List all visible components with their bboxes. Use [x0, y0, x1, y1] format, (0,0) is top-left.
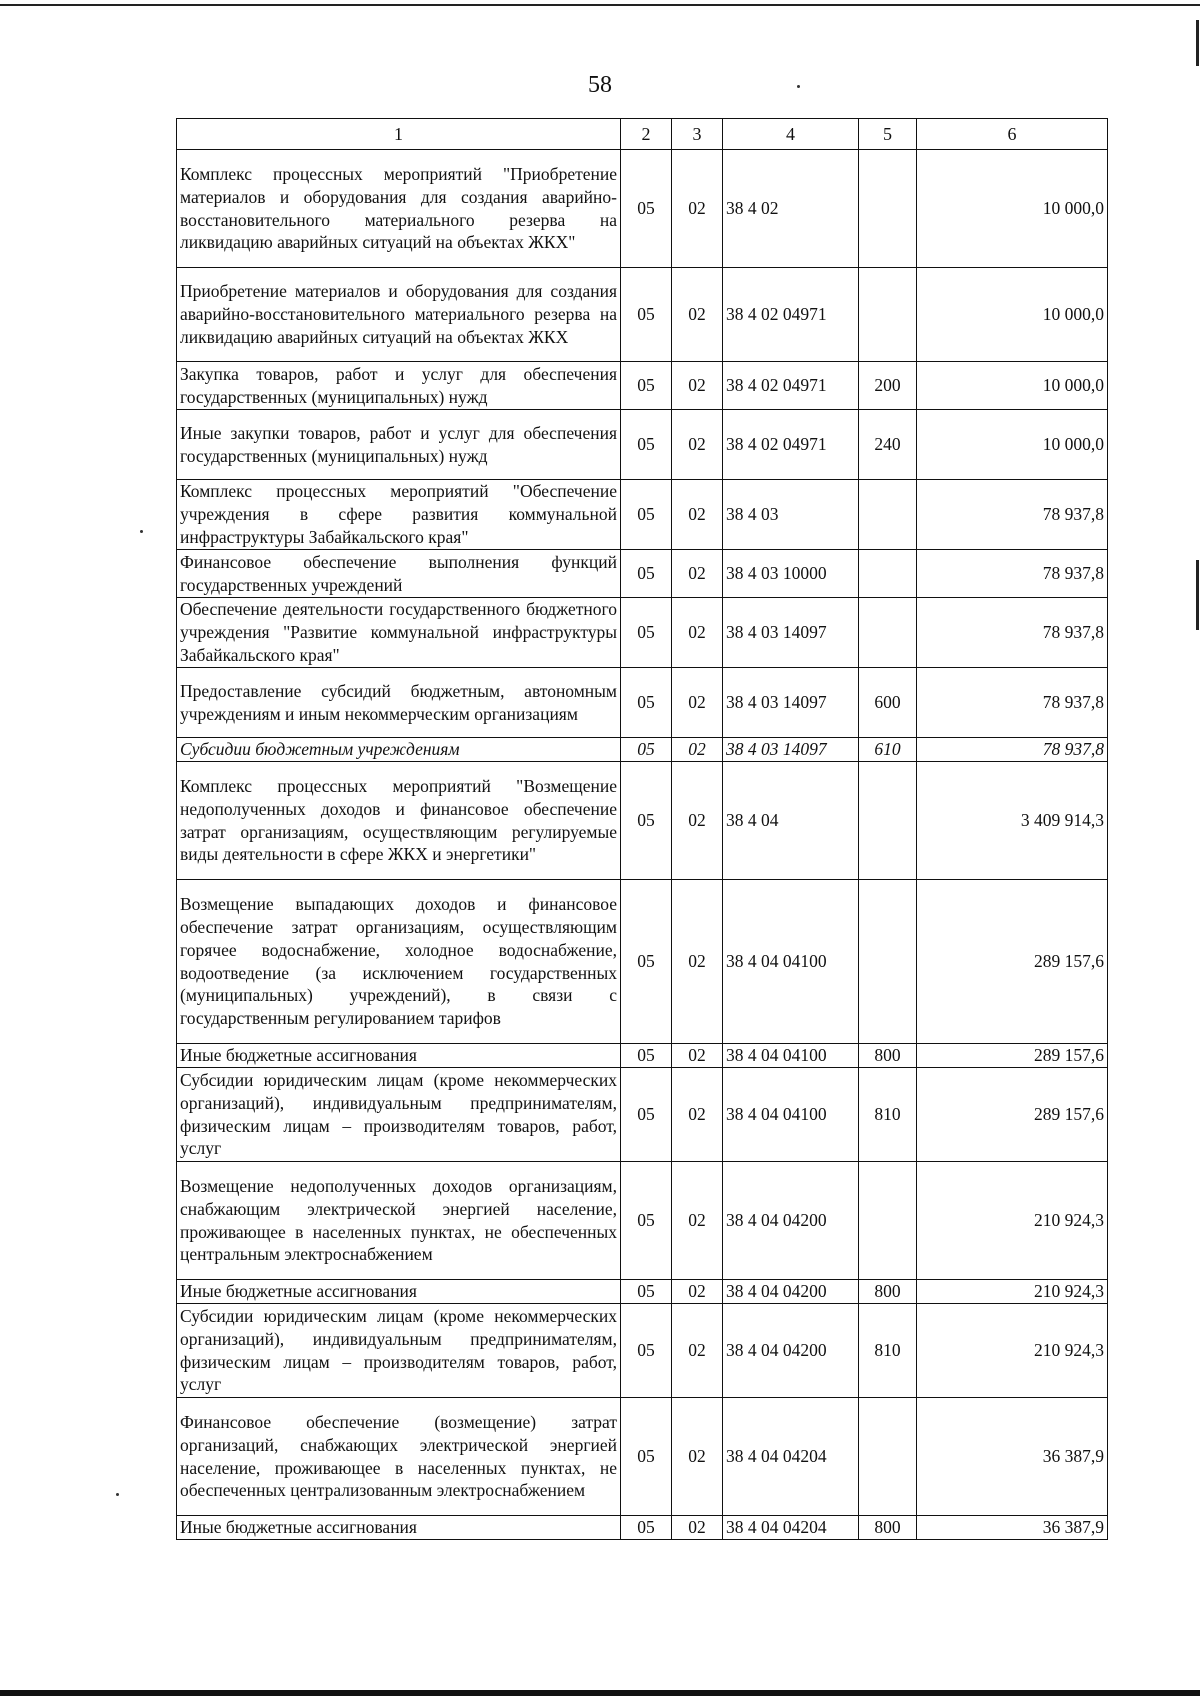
- table-row: [177, 150, 1108, 268]
- row-amount: 78 937,8: [917, 738, 1108, 762]
- row-section: 05: [621, 738, 672, 762]
- row-name: Комплекс процессных мероприятий "Приобретение материалов и оборудования для создания аварийно-восстановительного материального резерва на ликвидацию аварийных ситуаций на объектах ЖКХ": [177, 150, 621, 268]
- row-subsection: 02: [672, 150, 723, 268]
- row-section: 05: [621, 268, 672, 362]
- row-amount: 78 937,8: [917, 480, 1108, 550]
- table-row: [177, 880, 1108, 1044]
- col-header-section: 2: [621, 119, 672, 150]
- row-section: 05: [621, 1044, 672, 1068]
- scan-bottom-edge: [0, 1690, 1200, 1696]
- table-row: [177, 668, 1108, 738]
- table-header-row: [177, 119, 1108, 150]
- row-target-code: 38 4 04 04200: [723, 1280, 859, 1304]
- row-name: Иные бюджетные ассигнования: [177, 1516, 621, 1540]
- row-section: 05: [621, 550, 672, 598]
- row-section: 05: [621, 1162, 672, 1280]
- row-section: 05: [621, 410, 672, 480]
- row-section: 05: [621, 1304, 672, 1398]
- row-subsection: 02: [672, 880, 723, 1044]
- row-expense-type: [859, 598, 917, 668]
- row-name: Субсидии юридическим лицам (кроме некоммерческих организаций), индивидуальным предпринимателям, физическим лицам – производителям товаров, работ, услуг: [177, 1304, 621, 1398]
- row-amount: 78 937,8: [917, 668, 1108, 738]
- row-target-code: 38 4 02: [723, 150, 859, 268]
- row-section: 05: [621, 150, 672, 268]
- row-name: Иные бюджетные ассигнования: [177, 1044, 621, 1068]
- row-amount: 78 937,8: [917, 598, 1108, 668]
- row-target-code: 38 4 02 04971: [723, 268, 859, 362]
- row-target-code: 38 4 03 14097: [723, 668, 859, 738]
- table-row: [177, 1516, 1108, 1540]
- table-body: [177, 150, 1108, 1540]
- row-name: Финансовое обеспечение выполнения функций государственных учреждений: [177, 550, 621, 598]
- row-subsection: 02: [672, 1516, 723, 1540]
- row-target-code: 38 4 02 04971: [723, 362, 859, 410]
- row-subsection: 02: [672, 1044, 723, 1068]
- row-section: 05: [621, 1280, 672, 1304]
- row-expense-type: 610: [859, 738, 917, 762]
- row-subsection: 02: [672, 550, 723, 598]
- col-header-expense: 5: [859, 119, 917, 150]
- table-row: [177, 1068, 1108, 1162]
- row-target-code: 38 4 02 04971: [723, 410, 859, 480]
- row-section: 05: [621, 480, 672, 550]
- row-section: 05: [621, 1516, 672, 1540]
- row-amount: 289 157,6: [917, 1068, 1108, 1162]
- table-row: [177, 1398, 1108, 1516]
- row-subsection: 02: [672, 1398, 723, 1516]
- row-name: Обеспечение деятельности государственного бюджетного учреждения "Развитие коммунальной инфраструктуры Забайкальского края": [177, 598, 621, 668]
- row-amount: 78 937,8: [917, 550, 1108, 598]
- row-expense-type: [859, 550, 917, 598]
- row-subsection: 02: [672, 762, 723, 880]
- col-header-name: 1: [177, 119, 621, 150]
- row-section: 05: [621, 1068, 672, 1162]
- row-expense-type: 800: [859, 1516, 917, 1540]
- row-target-code: 38 4 04 04100: [723, 880, 859, 1044]
- row-name: Возмещение недополученных доходов организациям, снабжающим электрической энергией население, проживающее в населенных пунктах, не обеспеченных центральным электроснабжением: [177, 1162, 621, 1280]
- col-header-amount: 6: [917, 119, 1108, 150]
- row-expense-type: 810: [859, 1068, 917, 1162]
- row-amount: 10 000,0: [917, 150, 1108, 268]
- row-target-code: 38 4 03: [723, 480, 859, 550]
- row-subsection: 02: [672, 1280, 723, 1304]
- col-header-target: 4: [723, 119, 859, 150]
- row-name: Предоставление субсидий бюджетным, автономным учреждениям и иным некоммерческим организациям: [177, 668, 621, 738]
- scan-speck: [116, 1493, 119, 1496]
- table-row: [177, 1162, 1108, 1280]
- row-expense-type: [859, 762, 917, 880]
- row-name: Закупка товаров, работ и услуг для обеспечения государственных (муниципальных) нужд: [177, 362, 621, 410]
- row-amount: 10 000,0: [917, 410, 1108, 480]
- table-row: [177, 738, 1108, 762]
- row-name: Субсидии бюджетным учреждениям: [177, 738, 621, 762]
- table-row: [177, 1304, 1108, 1398]
- row-expense-type: 800: [859, 1044, 917, 1068]
- row-target-code: 38 4 03 14097: [723, 738, 859, 762]
- row-name: Комплекс процессных мероприятий "Обеспечение учреждения в сфере развития коммунальной инфраструктуры Забайкальского края": [177, 480, 621, 550]
- row-amount: 10 000,0: [917, 362, 1108, 410]
- row-subsection: 02: [672, 410, 723, 480]
- table-row: [177, 480, 1108, 550]
- row-expense-type: [859, 1398, 917, 1516]
- row-expense-type: [859, 268, 917, 362]
- row-section: 05: [621, 362, 672, 410]
- row-section: 05: [621, 880, 672, 1044]
- row-name: Иные закупки товаров, работ и услуг для обеспечения государственных (муниципальных) нужд: [177, 410, 621, 480]
- row-target-code: 38 4 04 04100: [723, 1068, 859, 1162]
- row-amount: 289 157,6: [917, 1044, 1108, 1068]
- row-amount: 210 924,3: [917, 1162, 1108, 1280]
- row-name: Субсидии юридическим лицам (кроме некоммерческих организаций), индивидуальным предпринимателям, физическим лицам – производителям товаров, работ, услуг: [177, 1068, 621, 1162]
- row-target-code: 38 4 04 04200: [723, 1162, 859, 1280]
- row-amount: 210 924,3: [917, 1304, 1108, 1398]
- row-expense-type: 200: [859, 362, 917, 410]
- row-name: Возмещение выпадающих доходов и финансовое обеспечение затрат организациям, осуществляющим горячее водоснабжение, холодное водоснабжение, водоотведение (за исключением государственных (муниципальных) учреждений), в связи с государственным регулированием тарифов: [177, 880, 621, 1044]
- row-amount: 10 000,0: [917, 268, 1108, 362]
- row-subsection: 02: [672, 1068, 723, 1162]
- row-amount: 36 387,9: [917, 1398, 1108, 1516]
- row-expense-type: 240: [859, 410, 917, 480]
- row-subsection: 02: [672, 480, 723, 550]
- row-expense-type: 800: [859, 1280, 917, 1304]
- row-target-code: 38 4 04 04100: [723, 1044, 859, 1068]
- row-name: Финансовое обеспечение (возмещение) затрат организаций, снабжающих электрической энергией население, проживающее в населенных пунктах, не обеспеченных централизованным электроснабжением: [177, 1398, 621, 1516]
- row-subsection: 02: [672, 268, 723, 362]
- row-section: 05: [621, 762, 672, 880]
- row-target-code: 38 4 03 14097: [723, 598, 859, 668]
- row-target-code: 38 4 04 04204: [723, 1516, 859, 1540]
- row-subsection: 02: [672, 598, 723, 668]
- row-target-code: 38 4 04 04204: [723, 1398, 859, 1516]
- row-subsection: 02: [672, 1304, 723, 1398]
- scan-top-edge: [0, 4, 1200, 6]
- row-subsection: 02: [672, 738, 723, 762]
- row-amount: 3 409 914,3: [917, 762, 1108, 880]
- row-subsection: 02: [672, 1162, 723, 1280]
- scan-right-edge-mark: [1196, 20, 1199, 66]
- row-subsection: 02: [672, 362, 723, 410]
- row-target-code: 38 4 04: [723, 762, 859, 880]
- row-expense-type: [859, 150, 917, 268]
- row-section: 05: [621, 598, 672, 668]
- row-target-code: 38 4 03 10000: [723, 550, 859, 598]
- scan-speck: [140, 530, 143, 533]
- row-name: Приобретение материалов и оборудования для создания аварийно-восстановительного материального резерва на ликвидацию аварийных ситуаций на объектах ЖКХ: [177, 268, 621, 362]
- row-expense-type: 600: [859, 668, 917, 738]
- budget-table: [176, 118, 1108, 1540]
- row-subsection: 02: [672, 668, 723, 738]
- table-row: [177, 1044, 1108, 1068]
- row-amount: 210 924,3: [917, 1280, 1108, 1304]
- table-row: [177, 550, 1108, 598]
- table-row: [177, 598, 1108, 668]
- row-amount: 36 387,9: [917, 1516, 1108, 1540]
- page-number: 58: [588, 72, 612, 98]
- scan-speck: [797, 85, 800, 88]
- table-row: [177, 268, 1108, 362]
- row-name: Иные бюджетные ассигнования: [177, 1280, 621, 1304]
- table-row: [177, 1280, 1108, 1304]
- row-expense-type: [859, 880, 917, 1044]
- row-expense-type: 810: [859, 1304, 917, 1398]
- scan-right-edge-mark: [1196, 560, 1199, 630]
- row-section: 05: [621, 1398, 672, 1516]
- table-row: [177, 762, 1108, 880]
- row-name: Комплекс процессных мероприятий "Возмещение недополученных доходов и финансовое обеспечение затрат организациям, осуществляющим регулируемые виды деятельности в сфере ЖКХ и энергетики": [177, 762, 621, 880]
- row-amount: 289 157,6: [917, 880, 1108, 1044]
- row-section: 05: [621, 668, 672, 738]
- row-expense-type: [859, 480, 917, 550]
- col-header-subsection: 3: [672, 119, 723, 150]
- row-expense-type: [859, 1162, 917, 1280]
- table-row: [177, 410, 1108, 480]
- row-target-code: 38 4 04 04200: [723, 1304, 859, 1398]
- table-row: [177, 362, 1108, 410]
